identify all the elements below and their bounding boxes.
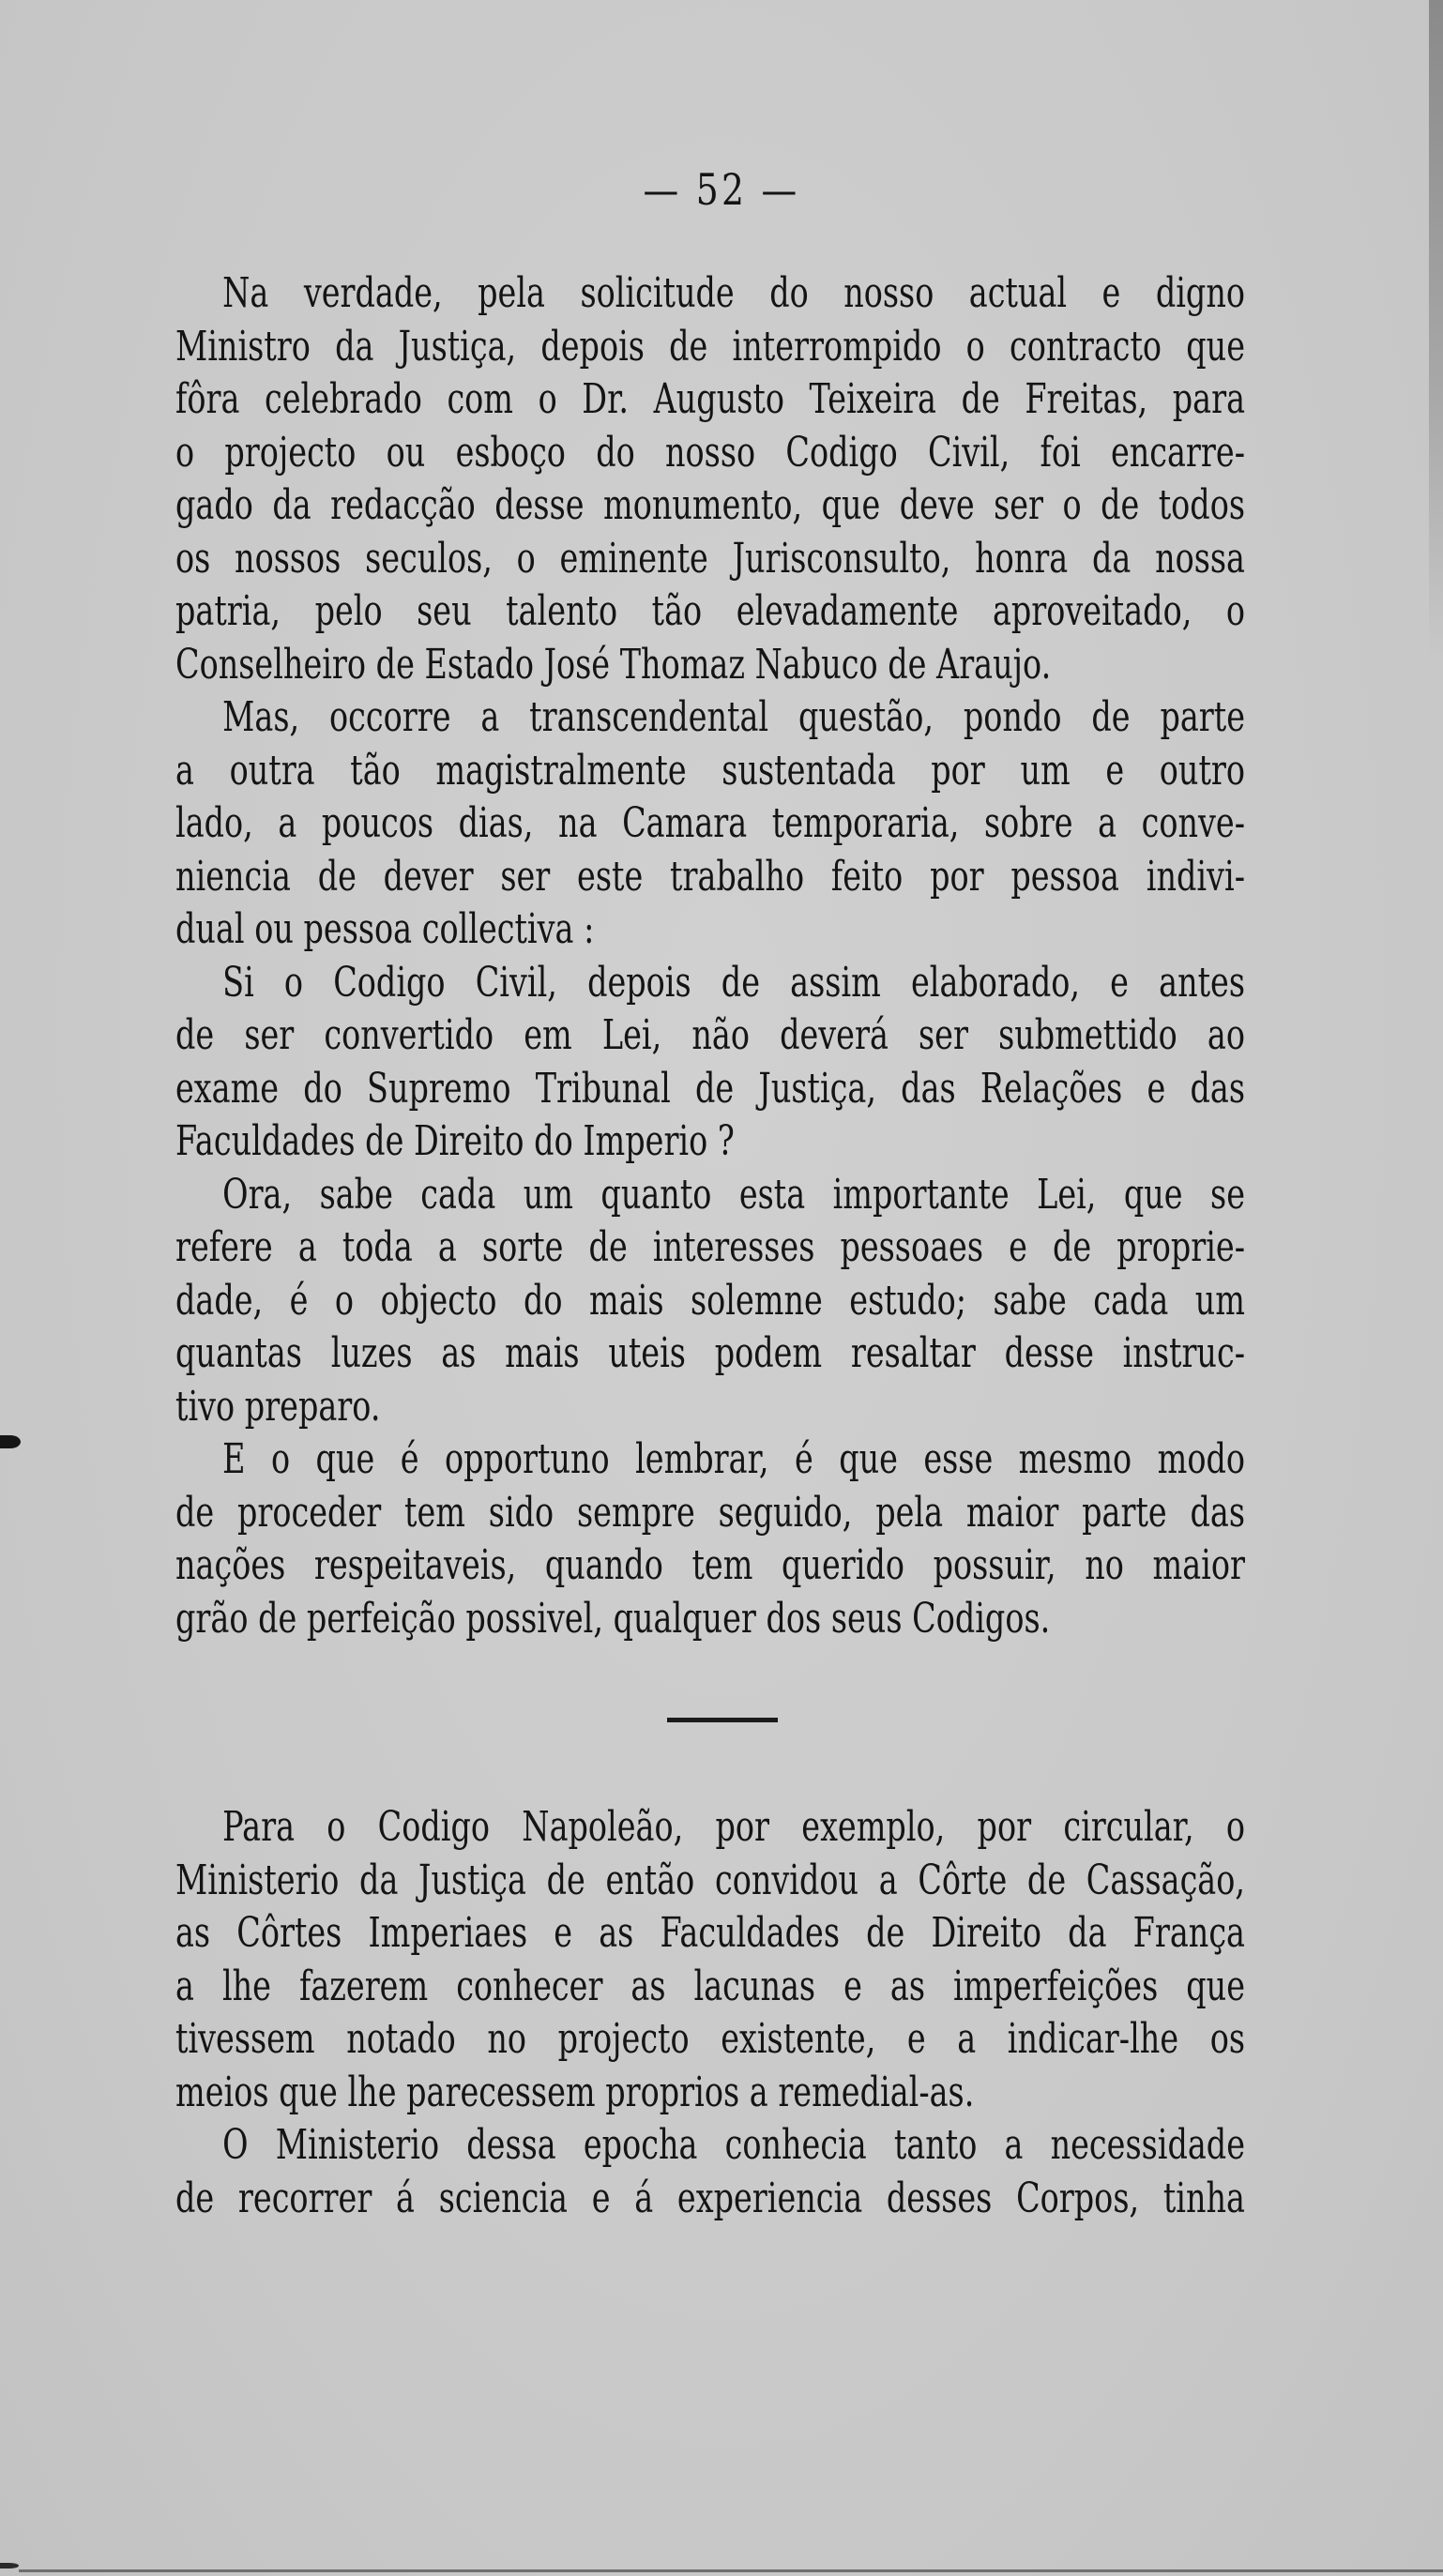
text-section-2 (175, 1801, 1245, 2225)
section-separator-rule (667, 1718, 778, 1722)
text-line: dade, é o objecto do mais solemne estudo; sabe cada um (175, 1276, 1245, 1325)
paragraph (175, 1433, 1245, 1645)
ink-blot (0, 2563, 19, 2568)
paragraph (175, 267, 1245, 691)
text-line: nações respeitaveis, quando tem querido possuir, no maior (175, 1541, 1245, 1589)
text-line: de ser convertido em Lei, não deverá ser submettido ao (175, 1011, 1245, 1059)
paragraph (175, 691, 1245, 957)
text-line: gado da redacção desse monumento, que deve ser o de todos (175, 481, 1245, 529)
text-line: Mas, occorre a transcendental questão, pondo de parte (222, 693, 1245, 741)
text-line: niencia de dever ser este trabalho feito por pessoa indivi- (175, 852, 1245, 901)
text-line: Para o Codigo Napoleão, por exemplo, por circular, o (222, 1803, 1245, 1851)
text-line: Ministro da Justiça, depois de interrompido o contracto que (175, 322, 1245, 371)
text-line: as Côrtes Imperiaes e as Faculdades de Direito da França (175, 1909, 1245, 1957)
section-2-body (175, 1801, 1245, 2225)
text-line: O Ministerio dessa epocha conhecia tanto a necessidade (222, 2121, 1245, 2169)
text-line: grão de perfeição possivel, qualquer dos seus Codigos. (175, 1594, 1051, 1643)
page-number: — 52 — (643, 164, 800, 215)
text-line: tivessem notado no projecto existente, e a indicar-lhe os (175, 2015, 1245, 2063)
paragraph (175, 1169, 1245, 1434)
text-line: Si o Codigo Civil, depois de assim elaborado, e antes (222, 958, 1245, 1007)
section-1-body (175, 267, 1245, 1645)
text-line: E o que é opportuno lembrar, é que esse mesmo modo (222, 1435, 1245, 1483)
text-line: Na verdade, pela solicitude do nosso actual e digno (222, 269, 1245, 317)
text-line: quantas luzes as mais uteis podem resaltar desse instruc- (175, 1329, 1245, 1377)
text-line: lado, a poucos dias, na Camara temporaria, sobre a conve- (175, 799, 1245, 847)
text-line: meios que lhe parecessem proprios a remedial-as. (175, 2068, 975, 2116)
text-line: os nossos seculos, o eminente Jurisconsulto, honra da nossa (175, 534, 1245, 583)
text-line: tivo preparo. (175, 1382, 381, 1431)
text-line: Ora, sabe cada um quanto esta importante Lei, que se (222, 1170, 1245, 1219)
text-line: refere a toda a sorte de interesses pessoaes e de proprie- (175, 1223, 1245, 1271)
text-line: Conselheiro de Estado José Thomaz Nabuco de Araujo. (175, 640, 1052, 689)
text-line: dual ou pessoa collectiva : (175, 905, 595, 953)
text-line: Faculdades de Direito do Imperio ? (175, 1117, 735, 1165)
text-line: patria, pelo seu talento tão elevadamente aproveitado, o (175, 587, 1245, 635)
text-line: o projecto ou esboço do nosso Codigo Civil, foi encarre- (175, 428, 1245, 477)
paragraph (175, 957, 1245, 1169)
ink-blot (0, 1435, 21, 1448)
text-line: exame do Supremo Tribunal de Justiça, das Relações e das (175, 1064, 1245, 1113)
text-line: fôra celebrado com o Dr. Augusto Teixeira de Freitas, para (175, 375, 1245, 423)
text-line: a outra tão magistralmente sustentada por um e outro (175, 746, 1245, 795)
text-line: a lhe fazerem conhecer as lacunas e as imperfeições que (175, 1962, 1245, 2010)
text-line: Ministerio da Justiça de então convidou a Côrte de Cassação, (175, 1856, 1245, 1904)
paragraph (175, 1801, 1245, 2119)
text-section-1 (175, 267, 1245, 1645)
text-line: de recorrer á sciencia e á experiencia desses Corpos, tinha (175, 2174, 1245, 2222)
paragraph (175, 2119, 1245, 2225)
text-line: de proceder tem sido sempre seguido, pela maior parte das (175, 1488, 1245, 1537)
page-edge-shadow (1429, 0, 1443, 657)
page-bottom-border (19, 2569, 1443, 2572)
